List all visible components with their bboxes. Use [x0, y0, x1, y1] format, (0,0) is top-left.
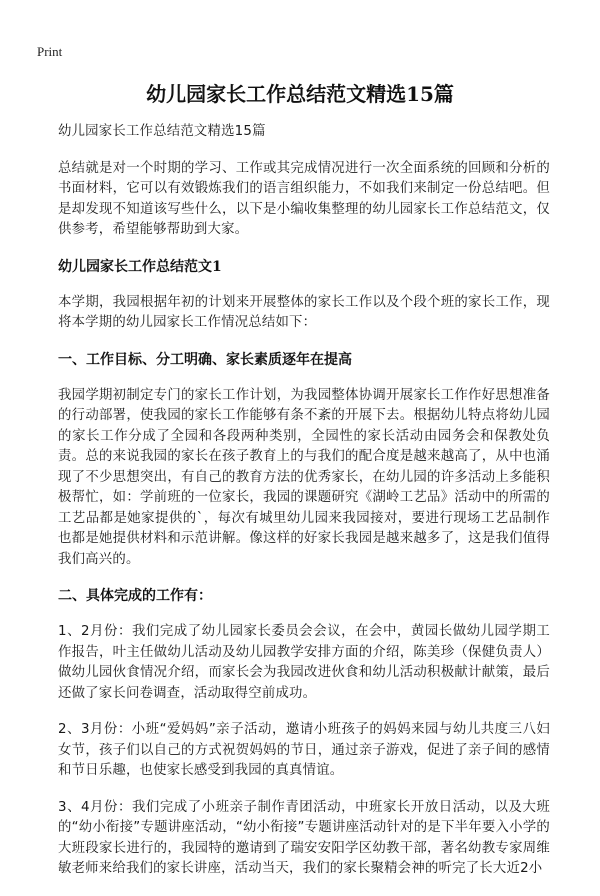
work-item-1: 1、2月份：我们完成了幼儿园家长委员会会议，在会中，黄园长做幼儿园学期工作报告，叶主任做幼儿活动及幼儿园教学安排方面的介绍，陈美珍（保健负责人）做幼儿园伙食情况介绍，而家长会为我园改进伙食和幼儿活动积极献计献策，最后还做了家长问卷调查，活动取得空前成功。: [58, 624, 550, 701]
completed-work-heading: 二、具体完成的工作有：: [58, 588, 212, 604]
page-title: 幼儿园家长工作总结范文精选15篇: [146, 82, 454, 106]
document-body: [58, 122, 550, 896]
goals-heading: 一、工作目标、分工明确、家长素质逐年在提高: [58, 351, 352, 368]
intro-paragraph: 总结就是对一个时期的学习、工作或其完成情况进行一次全面系统的回顾和分析的书面材料，它可以有效锻炼我们的语言组织能力，不如我们来制定一份总结吧。但是却发现不知道该写些什么，以下是小编收集整理的幼儿园家长工作总结范文，仅供参考，希望能够帮助到大家。: [58, 160, 550, 237]
work-item-2: 2、3月份：小班“爱妈妈”亲子活动，邀请小班孩子的妈妈来园与幼儿共度三八妇女节，孩子们以自己的方式祝贺妈妈的节日，通过亲子游戏，促进了亲子间的感情和节日乐趣，也使家长感受到我园的真真情谊。: [58, 722, 550, 778]
section-intro-paragraph: 本学期，我园根据年初的计划来开展整体的家长工作以及个段个班的家长工作，现将本学期的幼儿园家长工作情况总结如下：: [58, 294, 550, 330]
document-subtitle: 幼儿园家长工作总结范文精选15篇: [58, 124, 266, 139]
print-label[interactable]: Print: [37, 44, 63, 59]
goals-paragraph: 我园学期初制定专门的家长工作计划，为我园整体协调开展家长工作作好思想准备的行动部署，使我园的家长工作能够有条不紊的开展下去。根据幼儿特点将幼儿园的家长工作分成了全园和各段两种类别，全园性的家长活动由园务会和保教处负责。总的来说我园的家长在孩子教育上的与我们的配合度是越来越高了，从中也涌现了不少思想突出，有自己的教育方法的优秀家长，在幼儿园的许多活动上多能积极帮忙，如：学前班的一位家长，我园的课题研究《湖岭工艺品》活动中的所需的工艺品都是她家提供的`，每次有城里幼儿园来我园接对，要进行现场工艺品制作也都是她提供材料和示范讲解。像这样的好家长我园是越来越多了，这是我们值得我们高兴的。: [58, 387, 550, 567]
work-item-3: 3、4月份：我们完成了小班亲子制作青团活动，中班家长开放日活动，以及大班的“幼小衔接”专题讲座活动，“幼小衔接”专题讲座活动针对的是下半年要入小学的大班段家长进行的，我园特的邀请到了瑞安安阳学区幼教干部，著名幼教专家周维敏老师来给我们的家长讲座，活动当天，我们的家长聚精会神的听完了长大近2小: [58, 799, 550, 876]
section-heading: 幼儿园家长工作总结范文1: [58, 258, 222, 275]
